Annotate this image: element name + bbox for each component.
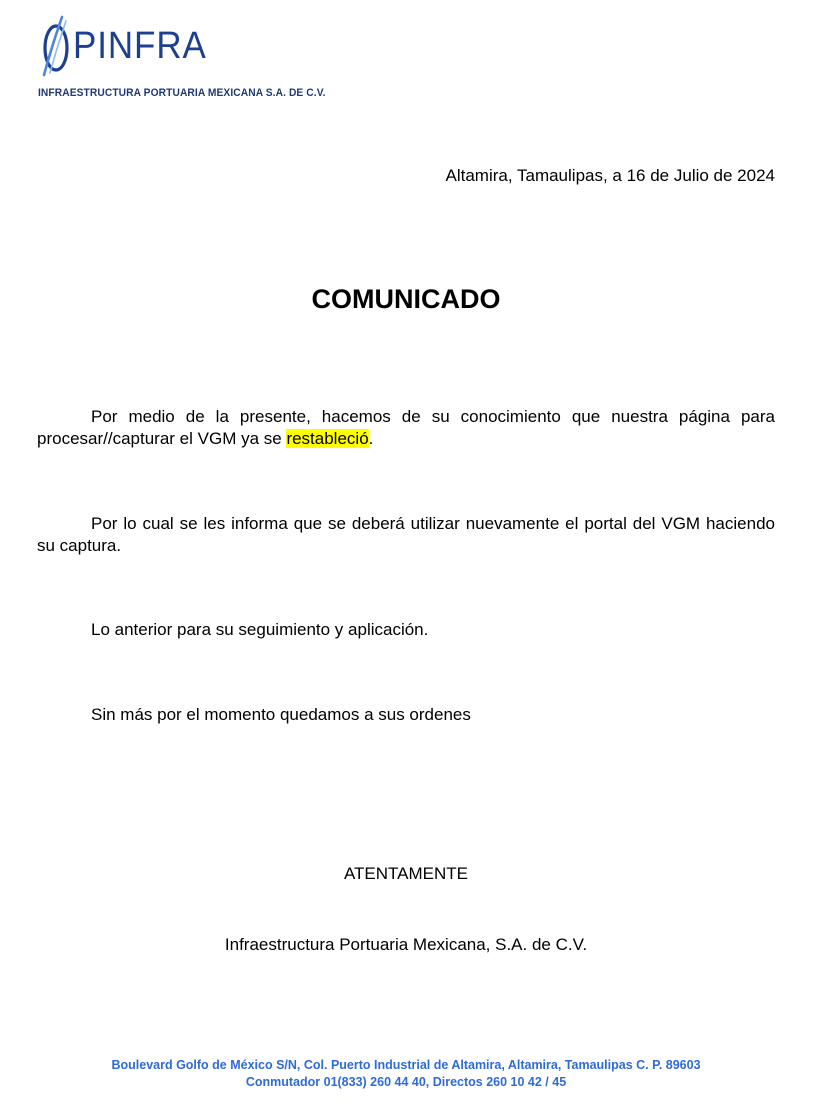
footer-phones: Conmutador 01(833) 260 44 40, Directos 260 10 42 / 45 xyxy=(245,1075,567,1089)
paragraph-4-text: Sin más por el momento quedamos a sus ordenes xyxy=(91,705,471,724)
paragraph-2 xyxy=(37,513,775,557)
date-line: Altamira, Tamaulipas, a 16 de Julio de 2024 xyxy=(445,166,775,185)
highlighted-word: restableció xyxy=(286,429,369,448)
pinfra-swirl-logo-icon xyxy=(38,15,72,77)
paragraph-3-text: Lo anterior para su seguimiento y aplicación. xyxy=(91,620,429,639)
paragraph-3 xyxy=(37,619,775,641)
logo-text: PINFRA xyxy=(73,25,207,67)
paragraph-2-text: Por lo cual se les informa que se deberá utilizar nuevamente el portal del VGM haciendo su captura. xyxy=(37,514,775,555)
document-title: COMUNICADO xyxy=(311,284,501,314)
closing: ATENTAMENTE xyxy=(343,864,469,883)
signature: Infraestructura Portuaria Mexicana, S.A. de C.V. xyxy=(224,935,588,954)
pinfra-logo xyxy=(38,14,218,78)
paragraph-1-text: Por medio de la presente, hacemos de su conocimiento que nuestra página para procesar//capturar el VGM ya se xyxy=(37,407,775,448)
paragraph-1-end: . xyxy=(368,429,374,448)
paragraph-4 xyxy=(37,704,775,726)
footer-address: Boulevard Golfo de México S/N, Col. Puerto Industrial de Altamira, Altamira, Tamaulipas C. P. 89603 xyxy=(111,1058,701,1072)
company-name-header: INFRAESTRUCTURA PORTUARIA MEXICANA S.A. DE C.V. xyxy=(38,87,326,99)
paragraph-1 xyxy=(37,406,775,450)
